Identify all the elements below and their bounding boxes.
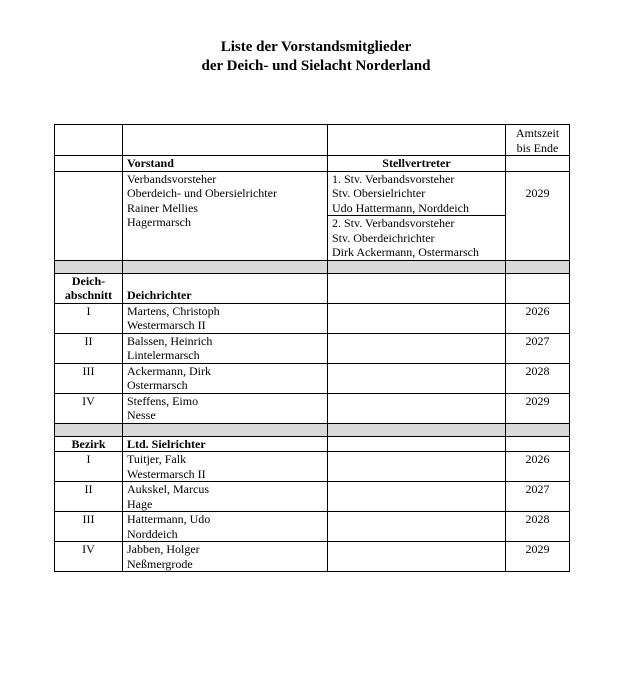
board-members-table (54, 124, 570, 572)
siel-header-row (55, 436, 570, 452)
document-title-line2: der Deich- und Sielacht Norderland (201, 58, 431, 74)
table-row: III Hattermann, Udo Norddeich 2028 (55, 512, 570, 542)
deichrichter-header: Deichrichter (123, 273, 328, 303)
vorstand-cell: Verbandsvorsteher Oberdeich- und Obersielrichter Rainer Mellies Hagermarsch (123, 171, 328, 260)
table-row: IV Steffens, Eimo Nesse 2029 (55, 393, 570, 423)
section-divider (55, 260, 570, 273)
table-row: II Aukskel, Marcus Hage 2027 (55, 482, 570, 512)
table-row: II Balssen, Heinrich Lintelermarsch 2027 (55, 333, 570, 363)
vorstand-header: Vorstand (123, 156, 328, 172)
deichabschnitt-header: Deich- abschnitt (55, 273, 123, 303)
vorstand-header-row (55, 156, 570, 172)
stellvertreter-header: Stellvertreter (328, 156, 506, 172)
stellvertreter-1: 1. Stv. Verbandsvorsteher Stv. Obersielrichter Udo Hattermann, Norddeich (332, 171, 469, 215)
header-row (55, 125, 570, 156)
table-row: I Tuitjer, Falk Westermarsch II 2026 (55, 452, 570, 482)
stellvertreter-cell (328, 171, 506, 260)
section-divider (55, 423, 570, 436)
vorstand-row (55, 171, 570, 260)
table-row: IV Jabben, Holger Neßmergrode 2029 (55, 542, 570, 572)
deich-header-row (55, 273, 570, 303)
stellvertreter-2: 2. Stv. Verbandsvorsteher Stv. Oberdeichrichter Dirk Ackermann, Ostermarsch (328, 215, 505, 260)
table-row: I Martens, Christoph Westermarsch II 2026 (55, 303, 570, 333)
document-title-line1: Liste der Vorstandsmitglieder (220, 39, 412, 55)
bezirk-header: Bezirk (55, 436, 123, 452)
table-row: III Ackermann, Dirk Ostermarsch 2028 (55, 363, 570, 393)
vorstand-year: 2029 (506, 171, 570, 260)
amtszeit-header: Amtszeit bis Ende (506, 125, 570, 156)
sielrichter-header: Ltd. Sielrichter (123, 436, 328, 452)
